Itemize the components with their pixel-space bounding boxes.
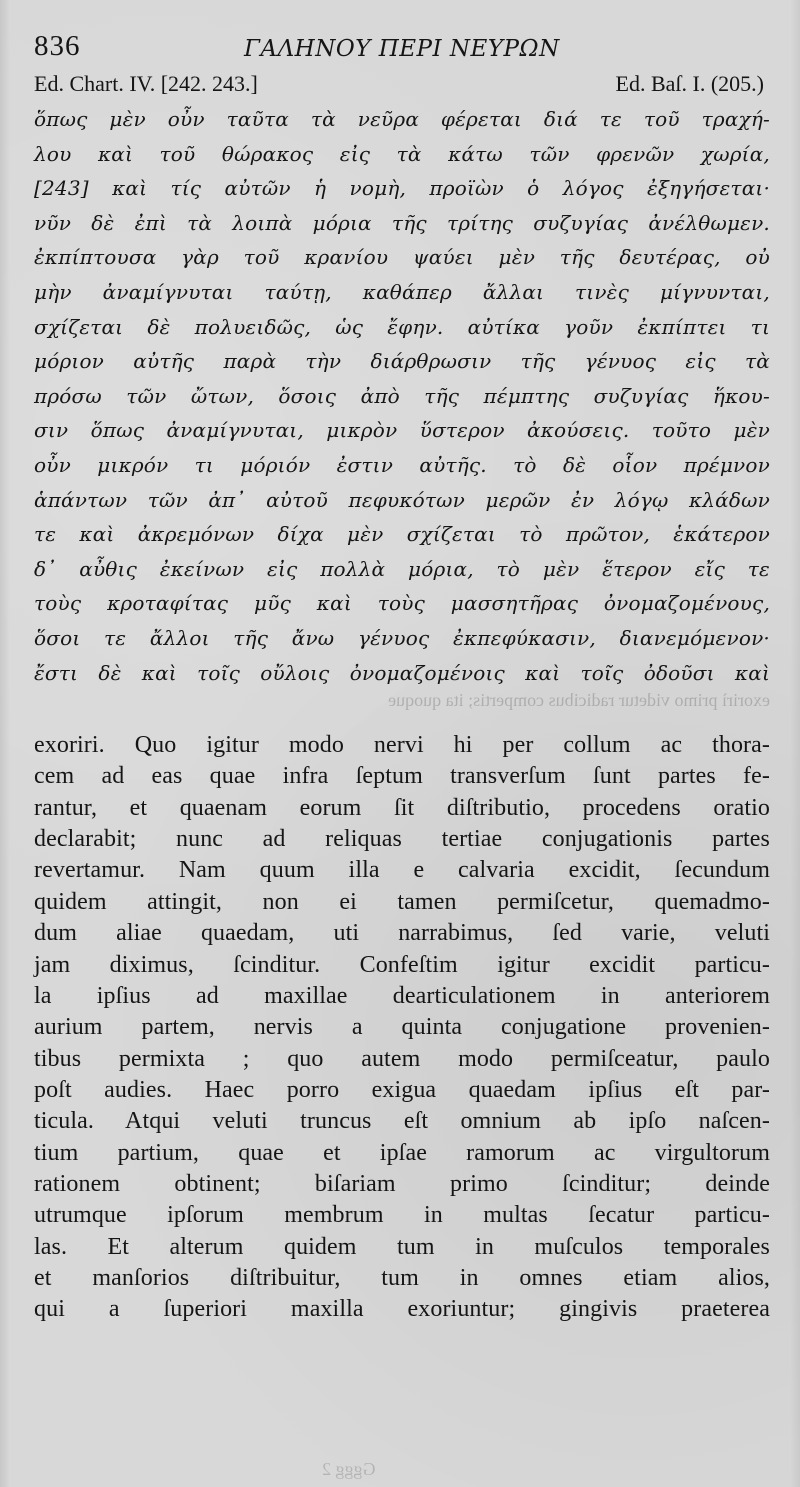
- greek-line: νῦν δὲ ἐπὶ τὰ λοιπὰ μόρια τῆς τρίτης συζυγίας ἀνέλθωμεν.: [34, 210, 770, 235]
- greek-line: ἐκπίπτουσα γὰρ τοῦ κρανίου ψαύει μὲν τῆς δευτέρας, οὐ: [34, 245, 770, 270]
- greek-line: δ᾽ αὖθις ἐκείνων εἰς πολλὰ μόρια, τὸ μὲν ἕτερον εἴς τε: [34, 556, 770, 581]
- greek-text-block: [34, 102, 770, 690]
- greek-line: σιν ὅπως ἀναμίγνυται, μικρὸν ὕστερον ἀκούσεις. τοῦτο μὲν: [34, 418, 770, 443]
- latin-line: qui a ſuperiori maxilla exoriuntur; gingivis praeterea: [34, 1296, 770, 1323]
- greek-line: ὅσοι τε ἄλλοι τῆς ἄνω γένυος ἐκπεφύκασιν, διανεμόμενον·: [34, 625, 770, 650]
- latin-line: rantur, et quaenam eorum ſit diſtributio, procedens oratio: [34, 794, 770, 821]
- latin-line: ticula. Atqui veluti truncus eſt omnium ab ipſo naſcen-: [34, 1108, 770, 1135]
- latin-line: las. Et alterum quidem tum in muſculos temporales: [34, 1233, 770, 1260]
- latin-line: dum aliae quaedam, uti narrabimus, ſed varie, veluti: [34, 920, 770, 947]
- latin-line: quidem attingit, non ei tamen permiſcetur, quemadmo-: [34, 888, 770, 915]
- greek-line: ἔστι δὲ καὶ τοῖς οὔλοις ὀνομαζομένοις καὶ τοῖς ὀδοῦσι καὶ: [34, 660, 770, 685]
- latin-line: aurium partem, nervis a quinta conjugatione provenien-: [34, 1014, 770, 1041]
- greek-line: ἁπάντων τῶν ἀπ᾽ αὐτοῦ πεφυκότων μερῶν ἐν λόγῳ κλάδων: [34, 487, 770, 512]
- greek-line: [243] καὶ τίς αὐτῶν ἡ νομὴ, προϊὼν ὁ λόγος ἐξηγήσεται·: [34, 176, 770, 201]
- greek-line: πρόσω τῶν ὤτων, ὅσοις ἀπὸ τῆς πέμπτης συζυγίας ἥκου-: [34, 383, 770, 408]
- latin-text-block: [34, 730, 770, 1326]
- greek-line: σχίζεται δὲ πολυειδῶς, ὡς ἔφην. αὐτίκα γοῦν ἐκπίπτει τι: [34, 314, 770, 339]
- show-through-footer: Gggg 2: [322, 1459, 376, 1479]
- greek-line: μὴν ἀναμίγνυται ταύτῃ, καθάπερ ἄλλαι τινὲς μίγνυνται,: [34, 279, 770, 304]
- latin-line: cem ad eas quae infra ſeptum transverſum ſunt partes fe-: [34, 763, 770, 790]
- latin-line: exoriri. Quo igitur modo nervi hi per collum ac thora-: [34, 732, 770, 759]
- latin-line: revertamur. Nam quum illa e calvaria excidit, ſecundum: [34, 857, 770, 884]
- latin-line: tium partium, quae et ipſae ramorum ac virgultorum: [34, 1139, 770, 1166]
- latin-line: utrumque ipſorum membrum in multas ſecatur particu-: [34, 1202, 770, 1229]
- left-page-edge-shadow: [0, 0, 10, 1487]
- text-divider-space: [34, 690, 770, 730]
- greek-line: λου καὶ τοῦ θώρακος εἰς τὰ κάτω τῶν φρενῶν χωρία,: [34, 141, 770, 166]
- greek-line: μόριον αὐτῆς παρὰ τὴν διάρθρωσιν τῆς γένυος εἰς τὰ: [34, 349, 770, 374]
- latin-line: tibus permixta ; quo autem modo permiſceatur, paulo: [34, 1045, 770, 1072]
- latin-line: et manſorios diſtribuitur, tum in omnes etiam alios,: [34, 1264, 770, 1291]
- latin-line: jam diximus, ſcinditur. Confeſtim igitur excidit particu-: [34, 951, 770, 978]
- edition-left-reference: Ed. Chart. IV. [242. 243.]: [34, 71, 258, 96]
- latin-line: rationem obtinent; biſariam primo ſcinditur; deinde: [34, 1170, 770, 1197]
- latin-line: declarabit; nunc ad reliquas tertiae conjugationis partes: [34, 826, 770, 853]
- greek-line: τοὺς κροταφίτας μῦς καὶ τοὺς μασσητῆρας ὀνομαζομένους,: [34, 591, 770, 616]
- edition-reference-row: [34, 70, 770, 98]
- greek-line: τε καὶ ἀκρεμόνων δίχα μὲν σχίζεται τὸ πρῶτον, ἑκάτερον: [34, 522, 770, 547]
- page-title: ΓΑΛΗΝΟΥ ΠΕΡΙ ΝΕΥΡΩΝ: [244, 36, 560, 62]
- latin-line: poſt audies. Haec porro exigua quaedam ipſius eſt par-: [34, 1076, 770, 1103]
- page-number: 836: [34, 30, 81, 62]
- latin-line: la ipſius ad maxillae dearticulationem in anteriorem: [34, 982, 770, 1009]
- greek-line: ὅπως μὲν οὖν ταῦτα τὰ νεῦρα φέρεται διά τε τοῦ τραχή-: [34, 107, 770, 131]
- show-through-text: exorirì primo videtur radicibus compertis; ita quoque: [388, 690, 770, 711]
- edition-right-reference: Ed. Baſ. I. (205.): [615, 71, 764, 96]
- running-head: [34, 30, 770, 74]
- right-page-edge-shadow: [790, 0, 800, 1487]
- greek-line: οὖν μικρόν τι μόριόν ἐστιν αὐτῆς. τὸ δὲ οἷον πρέμνον: [34, 452, 770, 477]
